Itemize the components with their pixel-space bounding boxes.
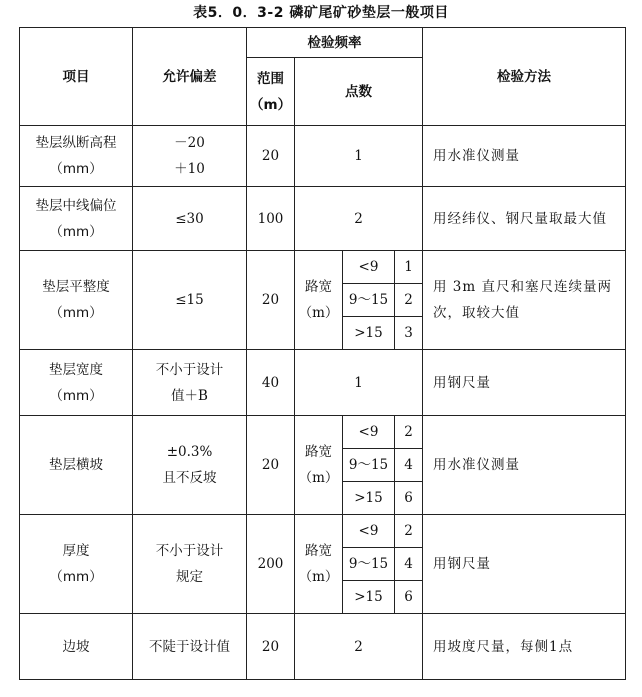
sub-width: 9～15: [343, 284, 395, 317]
header-row-1: [20, 28, 626, 58]
row-method: 用钢尺量: [423, 515, 626, 614]
row-item: 垫层宽度 （mm）: [20, 350, 133, 416]
row-item: 垫层中线偏位 （mm）: [20, 187, 133, 251]
row-tolerance: 不小于设计 规定: [133, 515, 247, 614]
sub-points: 1: [395, 251, 423, 284]
row-method: 用坡度尺量，每侧1点: [423, 614, 626, 680]
table-caption: 表5．0．3-2 磷矿尾矿砂垫层一般项目: [193, 5, 449, 21]
sub-width: <9: [343, 251, 395, 284]
sub-points: 3: [395, 317, 423, 350]
table-row: [20, 126, 626, 187]
sub-width: >15: [343, 482, 395, 515]
sub-points: 6: [395, 482, 423, 515]
sub-width: <9: [343, 515, 395, 548]
row-range: 20: [247, 614, 295, 680]
row-tolerance: ≤15: [133, 251, 247, 350]
row-method: 用水准仪测量: [423, 126, 626, 187]
sub-points: 6: [395, 581, 423, 614]
sub-width: >15: [343, 581, 395, 614]
row-item: 垫层平整度 （mm）: [20, 251, 133, 350]
sub-points: 2: [395, 416, 423, 449]
row-range: 20: [247, 251, 295, 350]
sub-points: 4: [395, 548, 423, 581]
row-points: 1: [295, 350, 423, 416]
row-item: 边坡: [20, 614, 133, 680]
row-tolerance: 不陡于设计值: [133, 614, 247, 680]
header-frequency: 检验频率: [247, 28, 423, 58]
row-range: 40: [247, 350, 295, 416]
table-row: [20, 187, 626, 251]
row-method: 用钢尺量: [423, 350, 626, 416]
table-row: [20, 614, 626, 680]
sub-width: 9～15: [343, 449, 395, 482]
sub-points: 4: [395, 449, 423, 482]
sub-width: 9～15: [343, 548, 395, 581]
row-range: 20: [247, 416, 295, 515]
inspection-table: [19, 27, 626, 680]
header-points: 点数: [295, 58, 423, 126]
row-item: 垫层横坡: [20, 416, 133, 515]
row-points: 2: [295, 187, 423, 251]
table-row: [20, 416, 626, 449]
row-range: 200: [247, 515, 295, 614]
row-item: 垫层纵断高程 （mm）: [20, 126, 133, 187]
row-road-width: 路宽 （m）: [295, 515, 343, 614]
row-method: 用经纬仪、钢尺量取最大值: [423, 187, 626, 251]
row-road-width: 路宽 （m）: [295, 416, 343, 515]
table-row: [20, 350, 626, 416]
row-tolerance: ±0.3% 且不反坡: [133, 416, 247, 515]
row-tolerance: －20 ＋10: [133, 126, 247, 187]
row-range: 20: [247, 126, 295, 187]
header-tolerance: 允许偏差: [133, 28, 247, 126]
sub-points: 2: [395, 515, 423, 548]
sub-width: <9: [343, 416, 395, 449]
header-method: 检验方法: [423, 28, 626, 126]
table-row: [20, 251, 626, 284]
row-road-width: 路宽 （m）: [295, 251, 343, 350]
row-range: 100: [247, 187, 295, 251]
sub-points: 2: [395, 284, 423, 317]
row-item: 厚度 （mm）: [20, 515, 133, 614]
header-item: 项目: [20, 28, 133, 126]
row-tolerance: ≤30: [133, 187, 247, 251]
sub-width: >15: [343, 317, 395, 350]
row-points: 2: [295, 614, 423, 680]
row-tolerance: 不小于设计 值＋B: [133, 350, 247, 416]
header-range: 范围 （m）: [247, 58, 295, 126]
row-method: 用水准仪测量: [423, 416, 626, 515]
row-method: 用 3m 直尺和塞尺连续量两次，取较大值: [423, 251, 626, 350]
row-points: 1: [295, 126, 423, 187]
table-row: [20, 515, 626, 548]
